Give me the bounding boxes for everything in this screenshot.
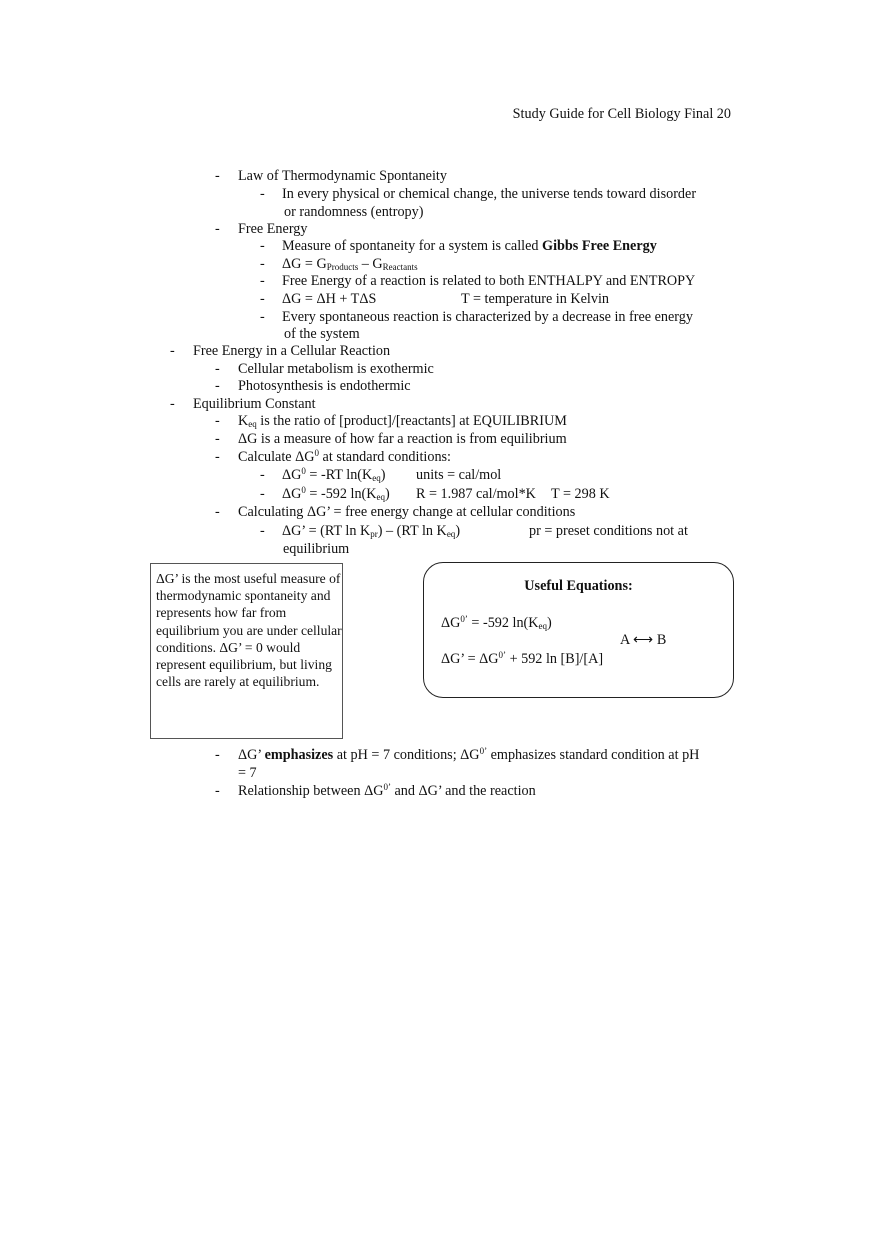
bullet: - [260,486,265,502]
bullet: - [260,186,265,202]
outline-equilibrium-word: equilibrium [283,541,350,557]
useful-equations-box [423,562,734,698]
outline-temperature: T = temperature in Kelvin [461,291,609,307]
bullet: - [215,361,220,377]
outline-law: Law of Thermodynamic Spontaneity [238,168,447,184]
bullet: - [170,396,175,412]
outline-cellular-reaction: Free Energy in a Cellular Reaction [193,343,391,359]
bullet: - [260,238,265,254]
note-box: ΔG’ is the most useful measure of thermodynamic spontaneity and represents how far from equilibrium you are under cellular conditions. ΔG’ = 0 would represent equilibrium, but living cells are rarely at equilibrium. [150,563,343,739]
equation-standard: $\Delta G^{0’} = -592$ $\ln(K_{eq})$ [441,614,552,631]
outline-law-detail: In every physical or chemical change, the universe tends toward disorder [282,186,697,202]
outline-592-equation: $\Delta G^0 = -592$ $\ln(K_{eq})$ [282,485,390,502]
useful-equations-title: Useful Equations: [524,578,633,594]
bottom-emphasizes: ΔG’ emphasizes at pH = 7 conditions; $\Delta G^{0’}$ emphasizes standard condition at pH [238,746,700,763]
bullet: - [215,378,220,394]
bottom-relationship: Relationship between $\Delta G^{0’}$ and ΔG’ and the reaction [238,782,536,799]
bottom-emphasizes-cont: = 7 [238,765,257,781]
outline-units: units = cal/mol [416,467,502,483]
outline-preset: pr = preset conditions not at [529,523,688,539]
reaction-arrow: A ⟷ B [620,632,667,648]
outline-dg-measure: ΔG is a measure of how far a reaction is from equilibrium [238,431,567,447]
outline-spontaneous: Every spontaneous reaction is characterized by a decrease in free energy [282,309,693,325]
outline-dg-equation: $\Delta G = G_{Products} - G_{Reactants}$ [282,256,418,272]
bullet: - [215,413,220,429]
outline-metabolism: Cellular metabolism is exothermic [238,361,434,377]
outline-gibbs: Measure of spontaneity for a system is called Gibbs Free Energy [282,238,657,254]
bullet: - [260,273,265,289]
outline-t-constant: T = 298 K [551,486,610,502]
bullet: - [260,256,265,272]
outline-enthalpy: Free Energy of a reaction is related to both ENTHALPY and ENTROPY [282,273,696,289]
bullet: - [215,449,220,465]
bullet: - [260,467,265,483]
outline-equilibrium-constant: Equilibrium Constant [193,396,316,412]
bullet: - [215,221,220,237]
bullet: - [215,431,220,447]
bullet: - [215,747,220,763]
outline-prime-equation: ΔG’ = (RT $\ln K_{pr}) - (RT$ $\ln K_{eq}$) [282,523,461,539]
bullet: - [215,504,220,520]
outline-r-constant: R = 1.987 cal/mol*K [416,486,536,502]
outline-law-detail-cont: or randomness (entropy) [284,204,424,220]
outline-calculating-prime: Calculating ΔG’ = free energy change at cellular conditions [238,504,576,520]
bullet: - [170,343,175,359]
page-header: Study Guide for Cell Biology Final 20 [512,106,731,122]
bullet: - [260,523,265,539]
bullet: - [215,168,220,184]
bullet: - [260,291,265,307]
equation-cellular: ΔG’ = $\Delta G^{0’} + 592$ ln [B]/[A] [441,650,604,667]
outline-calculate: Calculate $\Delta G^0$ at standard conditions: [238,448,451,465]
outline-rt-equation: $\Delta G^0 = -RT$ $\ln(K_{eq})$ [282,466,386,483]
outline-free-energy: Free Energy [238,221,308,237]
outline-dh-equation: ΔG = ΔH + TΔS [282,291,377,307]
outline-keq: $K_{eq}$ is the ratio of [product]/[reactants] at EQUILIBRIUM [238,413,567,429]
bullet: - [215,783,220,799]
outline-photosynthesis: Photosynthesis is endothermic [238,378,411,394]
outline-spontaneous-cont: of the system [284,326,360,342]
bullet: - [260,309,265,325]
